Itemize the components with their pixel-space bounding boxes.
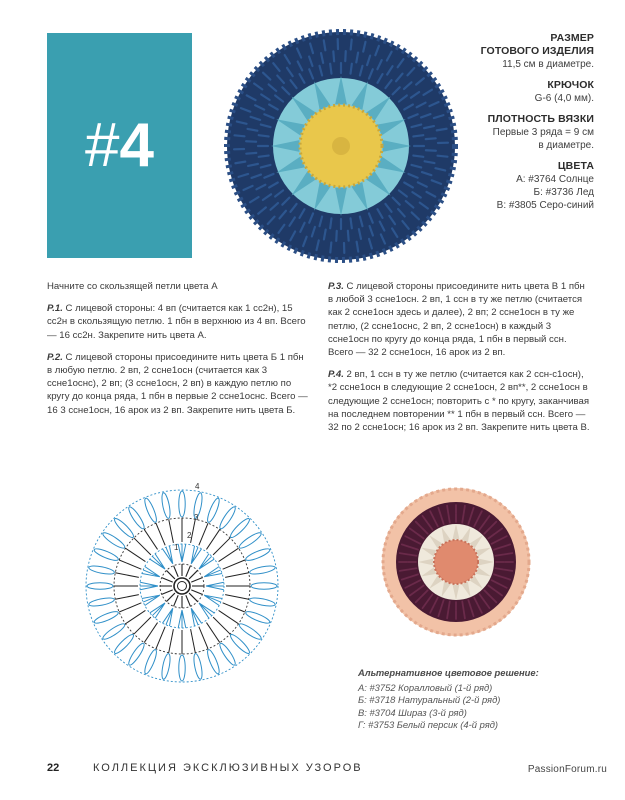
chart-stitch-r4: [101, 622, 126, 642]
chart-stitch-r3: [156, 627, 165, 649]
alternative-title: Альтернативное цветовое решение:: [358, 667, 539, 678]
chart-stitch-r4: [113, 633, 136, 656]
motif-stitch: [351, 40, 352, 50]
alt-stitch: [409, 554, 417, 555]
chart-stitch-r3: [213, 538, 230, 555]
chart-stitch-r3: [199, 523, 208, 545]
round-3-text: С лицевой стороны присоедините нить цвета В 1 пбн в любой 3 ссне1осн. 2 вп, 1 ссн в ту же петлю (считается как 2 ссне1осн здесь и далее), 2 вп; 2 ссне1осн в ту же петлю, (2 ссне1оснс, 2 вп, 2 ссне1осн) в каждый 3 ссне1осн по кругу до конца ряда, 1 пбн в первый ссн. Всего — 32 2 ссне1осн, 16 арок из 2 вп.: [328, 281, 585, 359]
alt-stitch: [400, 570, 408, 571]
chart-stitch-r3: [144, 623, 157, 643]
round-1-label: Р.1.: [47, 303, 63, 315]
chart-round-label-2: 2: [187, 531, 192, 540]
chart-stitch-r2: [178, 544, 186, 562]
motif-stitch: [413, 135, 423, 136]
chart-stitch-r3: [223, 560, 245, 569]
page-number: 22: [47, 762, 60, 774]
chart-stitch-r3: [134, 538, 151, 555]
chart-stitch-r4: [245, 609, 271, 625]
chart-stitch-r4: [218, 642, 238, 667]
chart-stitch-r3: [199, 627, 208, 649]
instructions-right-column: [328, 280, 590, 443]
chart-stitch-r4: [160, 492, 171, 519]
round-2-label: Р.2.: [47, 351, 63, 363]
chart-stitch-r1: [166, 570, 174, 578]
motif-stitch: [330, 218, 331, 228]
chart-stitch-r3: [119, 603, 141, 612]
chart-stitch-r3: [169, 519, 174, 543]
chart-stitch-r2: [142, 567, 160, 577]
chart-stitch-r3: [115, 595, 139, 600]
size-title-2: ГОТОВОГО ИЗДЕЛИЯ: [480, 45, 594, 57]
chart-stitch-r2: [206, 582, 224, 590]
chart-stitch-r4: [229, 517, 252, 540]
color-a: А: #3764 Солнце: [516, 174, 594, 185]
chart-stitch-r3: [225, 595, 249, 600]
alt-stitch: [447, 610, 448, 618]
round-4-instructions: [328, 368, 590, 434]
color-b: Б: #3736 Лед: [533, 187, 594, 198]
chart-stitch-r4: [249, 596, 276, 607]
chart-stitch-r4: [179, 491, 185, 517]
motif-stitch: [351, 64, 352, 74]
chart-stitch-r3: [223, 603, 245, 612]
gauge-value-1: Первые 3 ряда = 9 см: [492, 127, 594, 138]
chart-stitch-r4: [229, 633, 252, 656]
pattern-number-hash: #: [85, 111, 120, 180]
alt-stitch: [400, 553, 408, 554]
round-4-label: Р.4.: [328, 369, 344, 381]
chart-stitch-r1: [174, 566, 179, 577]
pattern-number-box: [47, 33, 192, 258]
chart-stitch-r4: [245, 547, 271, 563]
motif-stitch: [333, 51, 334, 61]
gauge-value-2: в диаметре.: [538, 140, 594, 151]
chart-stitch-r4: [113, 517, 136, 540]
alt-stitch: [464, 610, 465, 618]
round-1-instructions: [47, 302, 309, 342]
chart-stitch-r3: [206, 623, 219, 643]
chart-stitch-r3: [206, 529, 219, 549]
alt-stitch: [447, 506, 448, 514]
chart-stitch-r2: [204, 567, 222, 577]
chart-stitch-r3: [115, 573, 139, 578]
chart-stitch-r1: [174, 595, 179, 606]
chart-stitch-r4: [160, 653, 171, 680]
chart-stitch-r2: [204, 595, 222, 605]
specs-block: [424, 32, 594, 212]
chart-stitch-r4: [127, 642, 147, 667]
chart-stitch-r1: [186, 595, 191, 606]
alt-stitch: [462, 515, 463, 523]
hook-value: G-6 (4,0 мм).: [534, 93, 594, 104]
chart-stitch-r4: [251, 583, 277, 589]
instructions-left-column: [47, 280, 309, 426]
crochet-chart-diagram: [62, 478, 302, 698]
chart-stitch-r4: [179, 655, 185, 681]
round-2-instructions: [47, 351, 309, 417]
motif-stitch: [246, 153, 256, 154]
chart-stitch-r3: [144, 529, 157, 549]
motif-stitch: [330, 64, 331, 74]
chart-stitch-r1: [166, 593, 174, 601]
chart-stitch-r4: [101, 531, 126, 551]
chart-stitch-r4: [249, 564, 276, 575]
motif-stitch: [413, 156, 423, 157]
colors-title: ЦВЕТА: [557, 160, 594, 172]
alternative-line-b: Б: #3718 Натуральный (2-й ряд): [358, 694, 501, 706]
chart-stitch-r2: [163, 608, 173, 626]
chart-stitch-r1: [191, 590, 202, 595]
round-4-text: 2 вп, 1 ссн в ту же петлю (считается как 2 ссн-с1осн), *2 ссне1осн в следующие 2 ссне1осн, 2 вп**, 2 ссне1осн в следующие 2 ссне1осн; повторить с * по кругу, заканчивая на последнем повторении ** 1 пбн в первый ссн. Всего — 32 по 2 ссне1осн; 16 арок из 2 вп. Закрепите нить цвета В.: [328, 369, 590, 434]
alternative-colorway: [358, 667, 588, 732]
alt-stitch: [496, 554, 504, 555]
intro-text: Начните со скользящей петли цвета А: [47, 281, 218, 292]
page-footer: [47, 762, 607, 778]
chart-stitch-r2: [191, 546, 201, 564]
alt-stitch: [464, 506, 465, 514]
chart-stitch-r4: [93, 609, 119, 625]
chart-stitch-r4: [205, 497, 221, 523]
alternative-line-d: Г: #3753 Белый персик (4-й ряд): [358, 719, 499, 731]
chart-stitch-r3: [134, 617, 151, 634]
pattern-number: [47, 111, 192, 181]
chart-stitch-r4: [127, 505, 147, 530]
chart-stitch-r2: [150, 603, 165, 618]
chart-stitch-r3: [219, 548, 239, 561]
alt-stitch: [462, 602, 463, 610]
chart-magic-ring: [174, 578, 190, 594]
motif-center-dot: [332, 137, 350, 155]
chart-stitch-r3: [225, 573, 249, 578]
chart-stitch-r2: [163, 546, 173, 564]
alt-stitch: [448, 602, 449, 610]
chart-stitch-r4: [87, 583, 113, 589]
chart-stitch-r1: [162, 578, 173, 583]
chart-stitch-r3: [119, 560, 141, 569]
alt-stitch: [504, 570, 512, 571]
chart-stitch-r3: [191, 629, 196, 653]
chart-round-label-4: 4: [195, 482, 200, 491]
round-3-label: Р.3.: [328, 281, 344, 292]
chart-stitch-r2: [191, 608, 201, 626]
chart-stitch-r4: [192, 653, 203, 680]
round-2-text: С лицевой стороны присоедините нить цвета Б 1 пбн в любую петлю. 2 вп, 2 ссне1осн (считается как 3 ссне1оснс), 2 вп; (3 ссне1осн, 2 вп) в каждую петлю по кругу до конца ряда, 1 пбн в первые 2 ссне1оснс. Всего — 16 3 ссне1осн, 16 арок из 2 вп. Закрепите нить цвета Б.: [47, 351, 308, 416]
alt-stitch: [504, 553, 512, 554]
watermark: PassionForum.ru: [527, 764, 607, 775]
alternative-line-c: В: #3704 Шираз (3-й ряд): [358, 706, 467, 718]
chart-stitch-r4: [88, 564, 115, 575]
chart-stitch-r4: [88, 596, 115, 607]
alternative-motif-photo: [380, 486, 532, 638]
round-3-instructions: [328, 280, 590, 359]
chart-stitch-r4: [238, 622, 263, 642]
chart-round-label-3: 3: [194, 513, 199, 522]
round-1-text: С лицевой стороны: 4 вп (считается как 1 сс2н), 15 сс2н в скользящую петлю. 1 пбн в верхнюю из 4 вп. Всего — 16 сс2н. Закрепите нить цвета А.: [47, 303, 306, 341]
size-value: 11,5 см в диаметре.: [502, 59, 594, 70]
chart-stitch-r1: [186, 566, 191, 577]
chart-round-label-1: 1: [174, 543, 179, 552]
chart-stitch-r3: [125, 548, 145, 561]
collection-title: КОЛЛЕКЦИЯ ЭКСКЛЮЗИВНЫХ УЗОРОВ: [93, 762, 363, 774]
chart-stitch-r2: [178, 610, 186, 628]
motif-stitch: [330, 243, 331, 253]
color-c: В: #3805 Серо-синий: [496, 200, 594, 211]
chart-stitch-r3: [156, 523, 165, 545]
hook-title: КРЮЧОК: [547, 79, 594, 91]
alternative-line-a: А: #3752 Коралловый (1-й ряд): [358, 681, 493, 693]
chart-stitch-r3: [219, 610, 239, 623]
chart-stitch-r3: [213, 617, 230, 634]
chart-stitch-r3: [169, 629, 174, 653]
chart-stitch-r4: [205, 649, 221, 675]
size-title-1: РАЗМЕР: [550, 32, 594, 44]
chart-stitch-r1: [191, 578, 202, 583]
chart-stitch-r2: [199, 554, 214, 569]
gauge-title: ПЛОТНОСТЬ ВЯЗКИ: [487, 113, 594, 125]
alt-stitch: [409, 568, 417, 569]
chart-stitch-r1: [162, 590, 173, 595]
motif-stitch: [351, 218, 352, 228]
chart-stitch-r3: [125, 610, 145, 623]
chart-stitch-r4: [143, 649, 159, 675]
chart-stitch-r1: [189, 570, 197, 578]
chart-stitch-r4: [218, 505, 238, 530]
chart-stitch-r4: [93, 547, 119, 563]
motif-stitch: [259, 156, 269, 157]
chart-stitch-r1: [189, 593, 197, 601]
motif-stitch: [348, 231, 349, 241]
chart-stitch-r4: [143, 497, 159, 523]
chart-stitch-r2: [142, 595, 160, 605]
chart-stitch-r2: [140, 582, 158, 590]
alt-stitch: [496, 568, 504, 569]
pattern-number-digit: 4: [119, 111, 154, 180]
motif-stitch: [259, 135, 269, 136]
chart-stitch-r4: [238, 531, 263, 551]
alt-stitch: [448, 515, 449, 523]
motif-stitch: [235, 135, 245, 136]
